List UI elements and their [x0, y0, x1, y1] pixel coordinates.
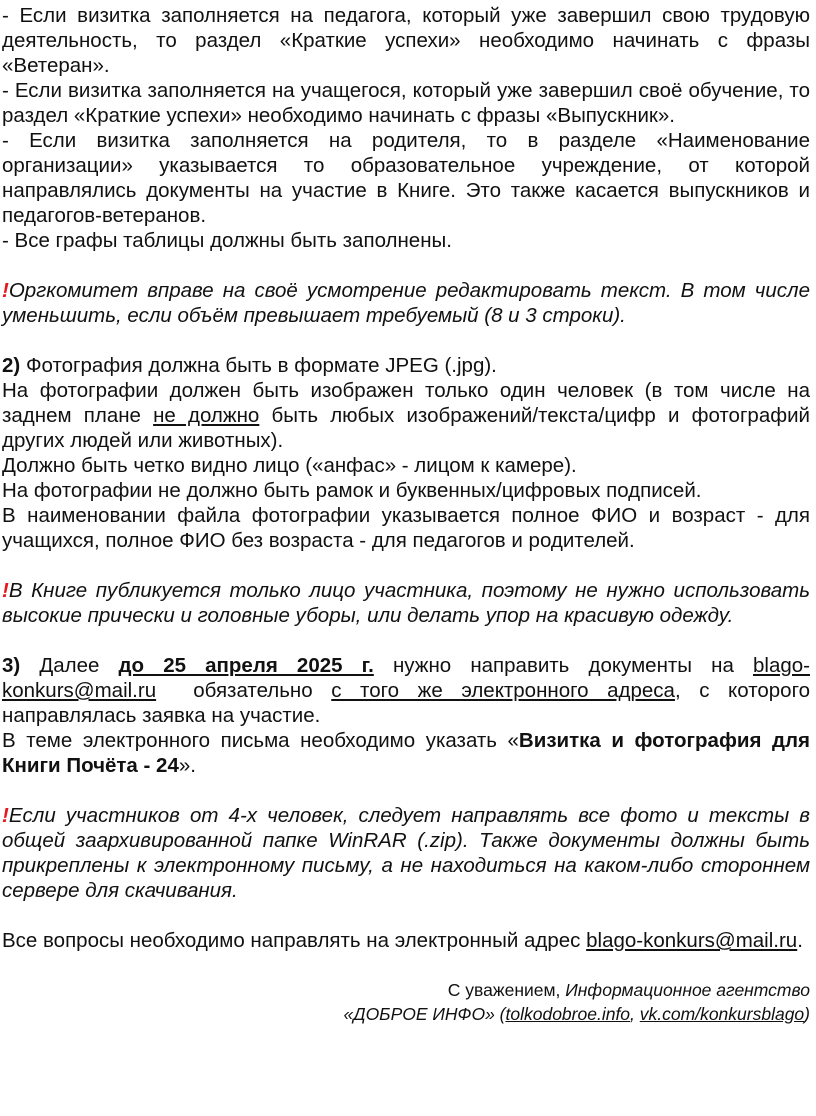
exclamation-icon: ! [2, 279, 9, 302]
not-allowed-underlined: не должно [153, 404, 260, 427]
photo-single-person: На фотографии должен быть изображен только один человек (в том числе на заднем плане не должно быть любых изображений/текста/цифр и фотографий других людей или животных). [2, 379, 810, 452]
same-address-underlined: с того же электронного адреса [331, 679, 675, 702]
deadline: до 25 апреля 2025 г. [118, 654, 374, 677]
vk-link[interactable]: vk.com/konkursblago [639, 1004, 805, 1024]
section-number-2: 2) [2, 354, 21, 377]
photo-format-text: Фотография должна быть в формате JPEG (.jpg). [25, 354, 497, 377]
photo-note-text: В Книге публикуется только лицо участника, поэтому не нужно использовать высокие прически и головные уборы, или делать упор на красивую одежду. [2, 579, 810, 627]
archive-note [2, 803, 810, 903]
signature-line-1: С уважением, Информационное агентство [447, 980, 810, 1000]
website-link[interactable]: tolkodobroe.info [505, 1004, 631, 1024]
photo-no-frames: На фотографии не должно быть рамок и буквенных/цифровых подписей. [2, 479, 702, 502]
exclamation-icon: ! [2, 579, 9, 602]
submission-instructions: 3) Далее до 25 апреля 2025 г. нужно направить документы на blago-konkurs@mail.ru обязательно с того же электронного адреса, с которого направлялась заявка на участие. [2, 654, 810, 727]
questions-contact: Все вопросы необходимо направлять на электронный адрес blago-konkurs@mail.ru. [2, 929, 803, 952]
section-number-3: 3) [2, 654, 21, 677]
editing-note-text: Оргкомитет вправе на своё усмотрение редактировать текст. В том числе уменьшить, если объём превышает требуемый (8 и 3 строки). [2, 279, 810, 327]
signature-line-2: «ДОБРОЕ ИНФО» (tolkodobroe.info, vk.com/konkursblago) [343, 1004, 810, 1024]
archive-note-text: Если участников от 4-х человек, следует направлять все фото и тексты в общей заархивированной папке WinRAR (.zip). Также документы должны быть прикреплены к электронному письму, а не находиться на каком-либо стороннем сервере для скачивания. [2, 804, 810, 902]
rule-parent: - Если визитка заполняется на родителя, то в разделе «Наименование организации» указывается то образовательное учреждение, от которой направлялись документы на участие в Книге. Это также касается выпускников и педагогов-ветеранов. [2, 129, 810, 227]
agency-label: Информационное агентство [565, 980, 810, 1000]
signature [2, 978, 810, 1026]
photo-note [2, 578, 810, 628]
editing-note [2, 278, 810, 328]
photo-file-name: В наименовании файла фотографии указывается полное ФИО и возраст - для учащихся, полное ФИО без возраста - для педагогов и родителей. [2, 504, 810, 552]
photo-face-visible: Должно быть четко видно лицо («анфас» - лицом к камере). [2, 454, 577, 477]
rule-veteran: - Если визитка заполняется на педагога, который уже завершил свою трудовую деятельность, то раздел «Краткие успехи» необходимо начинать с фразы «Ветеран». [2, 4, 810, 77]
photo-format [2, 353, 810, 378]
email-link[interactable]: blago-konkurs@mail.ru [586, 929, 798, 952]
email-subject-text: Визитка и фотография для Книги Почёта - 24 [2, 729, 810, 777]
rule-graduate: - Если визитка заполняется на учащегося, который уже завершил своё обучение, то раздел «Краткие успехи» необходимо начинать с фразы «Выпускник». [2, 79, 810, 127]
exclamation-icon: ! [2, 804, 9, 827]
email-subject: В теме электронного письма необходимо указать «Визитка и фотография для Книги Почёта - 24». [2, 729, 810, 777]
rule-all-fields: - Все графы таблицы должны быть заполнены. [2, 229, 452, 252]
email-link[interactable]: blago-konkurs@mail.ru [2, 654, 810, 702]
